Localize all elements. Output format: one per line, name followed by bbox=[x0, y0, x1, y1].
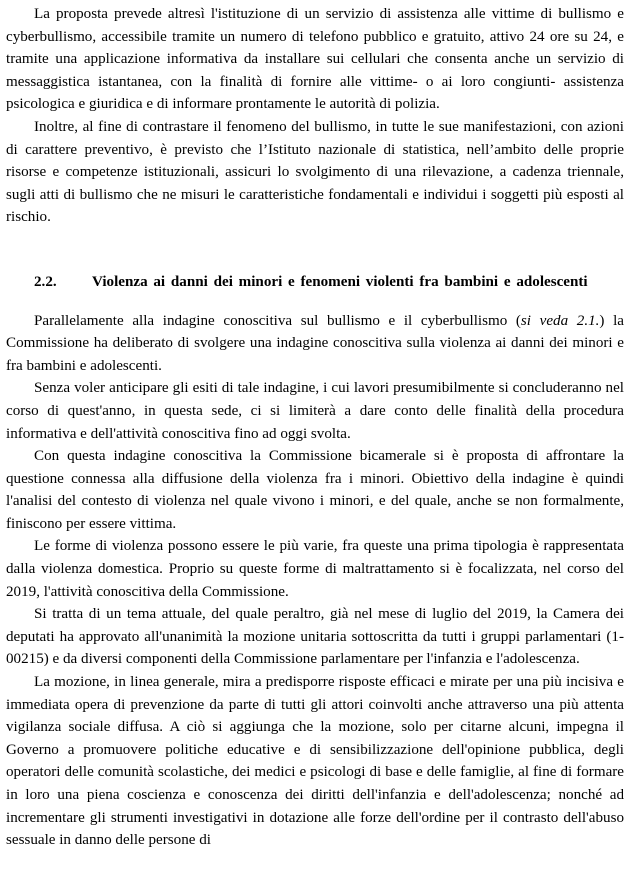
paragraph-parallel-inquiry-before: Parallelamente alla indagine conoscitiva sul bullismo e il cyberbullismo ( bbox=[34, 312, 521, 329]
section-title: Violenza ai danni dei minori e fenomeni violenti fra bambini e adolescenti bbox=[92, 273, 588, 290]
paragraph-inquiry-objective: Con questa indagine conoscitiva la Commissione bicamerale si è proposta di affrontare la questione connessa alla diffusione della violenza fra i minori. Obiettivo della indagine è quindi l'analisi del contesto di violenza nel quale vivono i minori, e del quale, anche se non formalmente, finiscono per essere vittima. bbox=[6, 448, 624, 532]
section-number: 2.2. bbox=[34, 273, 57, 290]
cross-reference: si veda 2.1. bbox=[520, 312, 600, 329]
paragraph-istat-survey: Inoltre, al fine di contrastare il fenomeno del bullismo, in tutte le sue manifestazioni, con azioni di carattere preventivo, è previsto che l’Istituto nazionale di statistica, nell’ambito delle proprie risorse e competenze istituzionali, assicuri lo svolgimento di una rilevazione, a cadenza triennale, sugli atti di bullismo che ne misuri le caratteristiche fondamentali e individui i soggetti più esposti al rischio. bbox=[6, 118, 624, 226]
paragraph-chamber-motion: Si tratta di un tema attuale, del quale peraltro, già nel mese di luglio del 2019, la Camera dei deputati ha approvato all'unanimità la mozione unitaria sottoscritta da tutti i gruppi parlamentari (1-00215) e da diversi componenti della Commissione parlamentare per l'infanzia e l'adolescenza. bbox=[6, 606, 624, 668]
document-page bbox=[6, 0, 624, 852]
paragraph-inquiry-outcome: Senza voler anticipare gli esiti di tale indagine, i cui lavori presumibilmente si concluderanno nel corso di quest'anno, in questa sede, ci si limiterà a dare conto delle finalità della procedura informativa e dell'attività conoscitiva fino ad oggi svolta. bbox=[6, 380, 624, 442]
paragraph-parallel-inquiry bbox=[6, 310, 624, 378]
paragraph-helpline-proposal: La proposta prevede altresì l'istituzione di un servizio di assistenza alle vittime di bullismo e cyberbullismo, accessibile tramite un numero di telefono pubblico e gratuito, attivo 24 ore su 24, e tramite una applicazione informativa da installare sui cellulari che consenta anche un servizio di messaggistica istantanea, con la finalità di fornire alle vittime- o ai loro congiunti- assistenza psicologica e giuridica e di informare prontamente le autorità di polizia. bbox=[6, 6, 624, 113]
paragraph-motion-aims: La mozione, in linea generale, mira a predisporre risposte efficaci e mirate per una più incisiva e immediata opera di prevenzione da parte di tutti gli attori coinvolti anche attraverso una più attenta vigilanza sociale diffusa. A ciò si aggiunga che la mozione, solo per citarne alcuni, impegna il Governo a promuovere politiche educative e di sensibilizzazione dell'opinione pubblica, degli operatori delle comunità scolastiche, dei medici e psicologi di base e delle famiglie, al fine di formare in loro una piena coscienza e conoscenza dei diritti dell'infanzia e dell'adolescenza; nonché ad incrementare gli strumenti investigativi in dotazione alle forze dell'ordine per il contrasto dell'abuso sessuale in danno delle persone di bbox=[6, 674, 624, 849]
paragraph-parallel-inquiry-after: ) la Commissione ha deliberato di svolgere una indagine conoscitiva sulla violenza ai danni dei minori e fra bambini e adolescenti. bbox=[6, 312, 624, 374]
paragraph-violence-forms: Le forme di violenza possono essere le più varie, fra queste una prima tipologia è rappresentata dalla violenza domestica. Proprio su queste forme di maltrattamento si è focalizzata, nel corso del 2019, l'attività conoscitiva della Commissione. bbox=[6, 538, 624, 600]
section-heading bbox=[6, 271, 624, 294]
